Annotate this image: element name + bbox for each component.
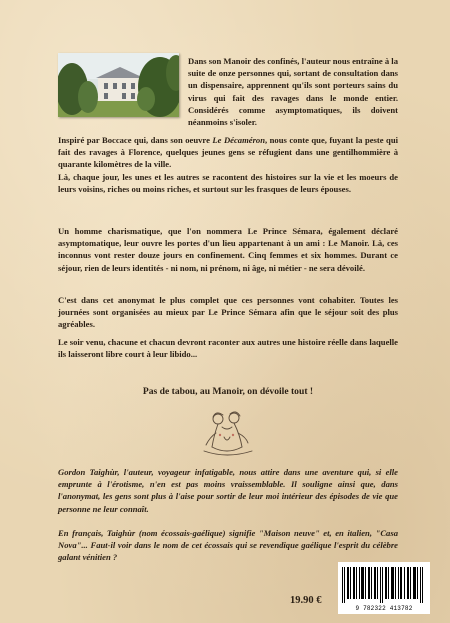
boccace-text-after: , nous conte que, fuyant la peste qui fait des ravages à Florence, quelques jeunes gens se réfugient dans une gentilhommière à quarante kilomètres de la ville. (58, 135, 398, 170)
price: 19.90 € (290, 595, 322, 606)
name-note: En français, Taighùr (nom écossais-gaélique) signifie "Maison neuve" et, en italien, "Casa Nova"... Faut-il voir dans le nom de cet écossais qui se revendique gaélique l'esprit du célèbre galant vénitien ? (58, 528, 398, 563)
boccace-paragraph (58, 134, 398, 171)
couple-illustration (196, 407, 258, 459)
intro-paragraph: Dans son Manoir des confinés, l'auteur nous entraîne à la suite de onze personnes qui, sortant de consultation dans un dispensaire, apprennent qu'ils sont porteurs sains du virus qui fait des ravages dans le monde entier. Considérés comme asymptomatiques, ils doivent néanmoins s'isoler. (188, 56, 398, 128)
prince-paragraph: Un homme charismatique, que l'on nommera Le Prince Sémara, également déclaré asymptomatique, leur ouvre les portes d'un lieu appartenant à un ami : Le Manoir. Là, ces inconnus vont rester douze jours en confinement. Cinq femmes et six hommes. Durant ce séjour, rien de leurs identités - ni nom, ni prénom, ni âge, ni métier - ne sera dévoilé. (58, 226, 398, 273)
manor-photo (58, 53, 179, 117)
anonymity-paragraph: C'est dans cet anonymat le plus complet que ces personnes vont cohabiter. Toutes les journées sont organisées au mieux par Le Prince Sémara afin que le séjour soit des plus agréables. (58, 295, 398, 330)
boccace-text-before: Inspiré par Boccace qui, dans son oeuvre (58, 135, 213, 145)
isbn-number: 9 782322 413782 (355, 605, 413, 612)
decameron-title: Le Décaméron (212, 135, 265, 145)
stories-paragraph: Là, chaque jour, les unes et les autres se racontent des histoires sur la vie et les moeurs de leurs voisins, riches ou moins riches, et surtout sur les frasques de leurs épouses. (58, 172, 398, 195)
barcode (338, 562, 430, 614)
evening-paragraph: Le soir venu, chacune et chacun devront raconter aux autres une histoire réelle dans laquelle ils laisseront libre court à leur libido... (58, 337, 398, 360)
author-bio: Gordon Taighùr, l'auteur, voyageur infatigable, nous attire dans une aventure qui, si elle emprunte à l'érotisme, n'en est pas moins vraissemblable. Il souligne ainsi que, dans l'anonymat, les gens sont plus à l'aise pour sortir de leur moi intérieur des épisodes de vie que personne ne leur connaît. (58, 467, 398, 514)
tagline: Pas de tabou, au Manoir, on dévoile tout ! (142, 386, 314, 397)
